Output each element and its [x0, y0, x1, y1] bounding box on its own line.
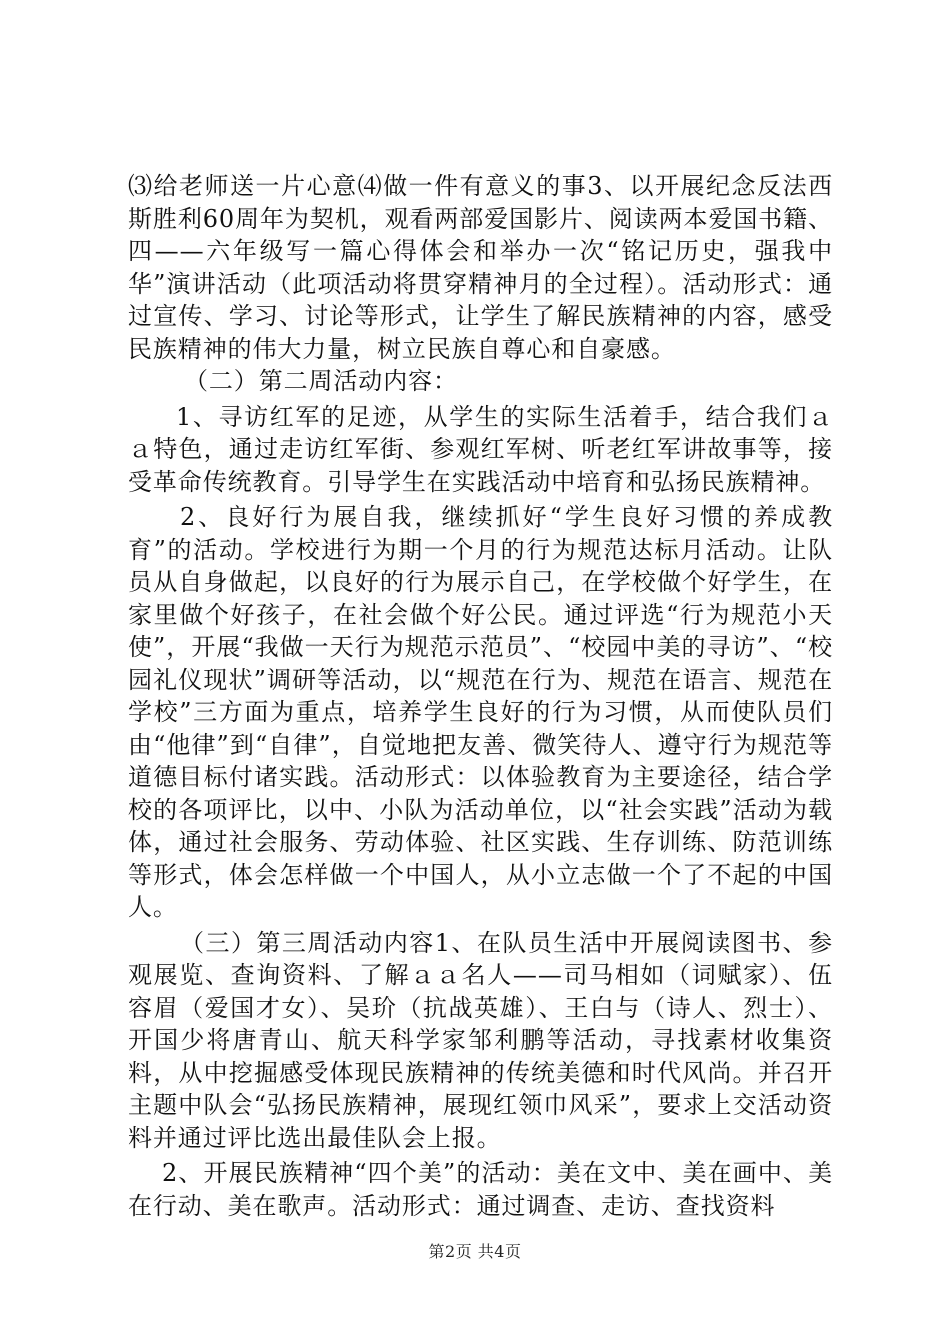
- paragraph-week3-item2: 2、开展民族精神“四个美”的活动：美在文中、美在画中、美在行动、美在歌声。活动形式：通过调查、走访、查找资料: [128, 1159, 833, 1220]
- paragraph-week2-item2: 2、良好行为展自我，继续抓好“学生良好习惯的养成教育”的活动。学校进行为期一个月的行为规范达标月活动。让队员从自身做起，以良好的行为展示自己，在学校做个好学生，在家里做个好孩子，在社会做个好公民。通过评选“行为规范小天使”，开展“我做一天行为规范示范员”、“校园中美的寻访”、“校园礼仪现状”调研等活动，以“规范在行为、规范在语言、规范在学校”三方面为重点，培养学生良好的行为习惯，从而使队员们由“他律”到“自律”，自觉地把友善、微笑待人、遵守行为规范等道德目标付诸实践。活动形式：以体验教育为主要途径，结合学校的各项评比，以中、小队为活动单位，以“社会实践”活动为载体，通过社会服务、劳动体验、社区实践、生存训练、防范训练等形式，体会怎样做一个中国人，从小立志做一个了不起的中国人。: [128, 503, 833, 921]
- paragraph-week1-continued: ⑶给老师送一片心意⑷做一件有意义的事3、以开展纪念反法西斯胜利60周年为契机，观看两部爱国影片、阅读两本爱国书籍、四——六年级写一篇心得体会和举办一次“铭记历史，强我中华”演讲活动（此项活动将贯穿精神月的全过程）。活动形式：通过宣传、学习、讨论等形式，让学生了解民族精神的内容，感受民族精神的伟大力量，树立民族自尊心和自豪感。: [128, 172, 833, 363]
- paragraph-week3: （三）第三周活动内容1、在队员生活中开展阅读图书、参观展览、查询资料、了解ａａ名人——司马相如（词赋家）、伍容眉（爱国才女）、吴玠（抗战英雄）、王白与（诗人、烈士）、开国少将唐青山、航天科学家邹利鹏等活动，寻找素材收集资料，从中挖掘感受体现民族精神的传统美德和时代风尚。并召开主题中队会“弘扬民族精神，展现红领巾风采”，要求上交活动资料并通过评比选出最佳队会上报。: [128, 928, 833, 1152]
- paragraph-week2-item1: 1、寻访红军的足迹，从学生的实际生活着手，结合我们ａａ特色，通过走访红军街、参观红军树、听老红军讲故事等，接受革命传统教育。引导学生在实践活动中培育和弘扬民族精神。: [128, 402, 833, 496]
- document-body: [128, 170, 833, 1222]
- heading-week2: （二）第二周活动内容：: [184, 367, 458, 395]
- page-number-footer: 第2页 共4页: [428, 1242, 522, 1261]
